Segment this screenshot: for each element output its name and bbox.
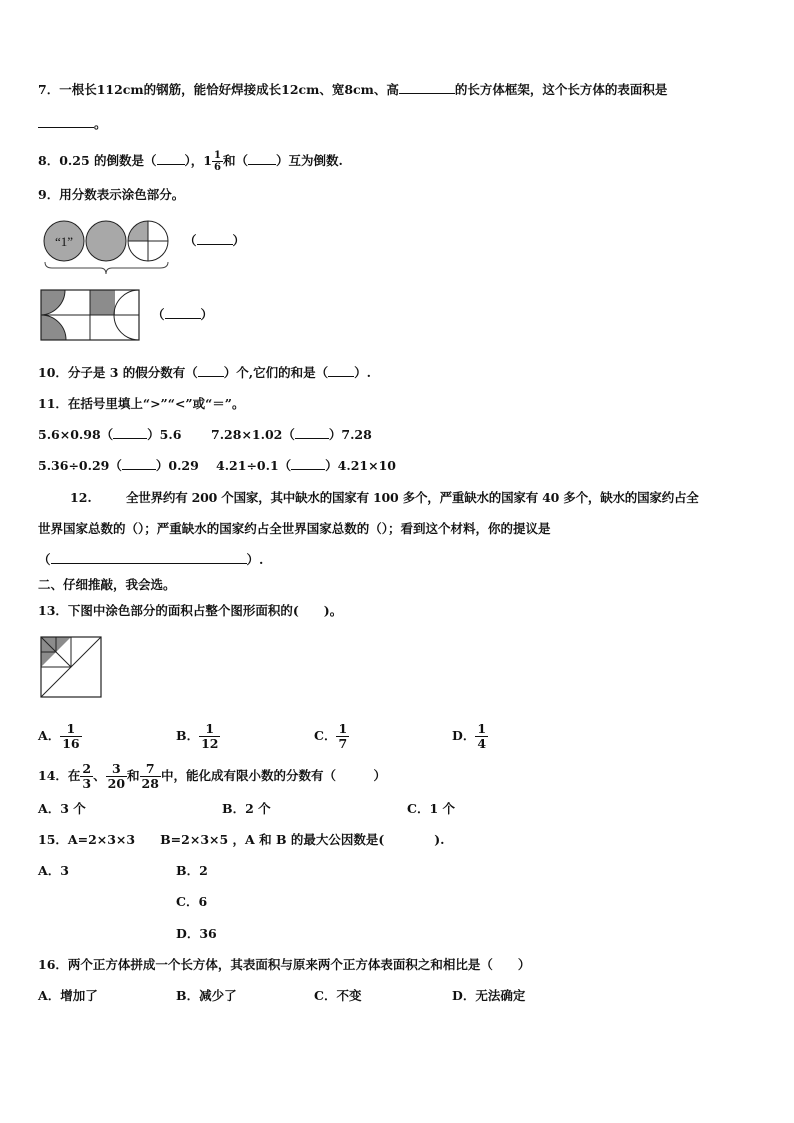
q11-r1b: ）5.6 (147, 427, 182, 442)
q13-a-num: 1 (66, 721, 76, 736)
q13-a-fraction (60, 722, 81, 751)
q9-blank-2[interactable] (165, 306, 201, 319)
q8-blank-2[interactable] (248, 152, 276, 165)
q11-row-2-right (216, 457, 396, 475)
q12-open: （ (38, 552, 51, 567)
q12-number: 12. (70, 490, 92, 505)
q14-fraction-2 (106, 762, 127, 791)
q12-line-1: 全世界约有 200 个国家，其中缺水的国家有 100 多个，严重缺水的国家有 40 多个，缺水的国家约占全 (126, 490, 699, 505)
q14-f2-den: 20 (107, 776, 126, 791)
q8-text-4: ）互为倒数. (275, 153, 343, 168)
q10-text-2: ）个,它们的和是（ (223, 365, 329, 380)
q15-option-c[interactable]: C．6 (176, 894, 208, 909)
q14-f1-den: 3 (82, 776, 92, 791)
q14-text-a: 14．在 (38, 768, 81, 783)
q11-row-1-left (38, 426, 181, 444)
q13-option-d[interactable] (452, 722, 488, 751)
q14-f3-num: 7 (145, 761, 155, 776)
q13-square-figure (40, 636, 104, 700)
q8-mixed-numerator: 1 (213, 150, 221, 161)
q15-option-b[interactable]: B．2 (176, 863, 208, 878)
q14-f3-den: 28 (141, 776, 159, 791)
q11-r2a: 5.36÷0.29（ (38, 458, 122, 473)
q11-blank-2[interactable] (295, 426, 329, 439)
q13-c-fraction (336, 722, 349, 751)
q13-d-num: 1 (477, 721, 487, 736)
q11-r2c: 4.21÷0.1（ (216, 458, 292, 473)
q13-a-den: 16 (62, 736, 80, 751)
question-16: 16．两个正方体拼成一个长方体，其表面积与原来两个正方体表面积之和相比是（ ） (38, 957, 531, 972)
question-13: 13．下图中涂色部分的面积占整个图形面积的( )。 (38, 603, 343, 618)
q10-blank-1[interactable] (198, 364, 224, 377)
q16-option-a[interactable]: A．增加了 (38, 988, 98, 1003)
q11-r1d: ）7.28 (328, 427, 372, 442)
q13-c-den: 7 (338, 736, 348, 751)
question-10 (38, 364, 371, 382)
question-15: 15．A=2×3×3 B=2×3×5 ，A 和 B 的最大公因数是( ). (38, 832, 445, 847)
q13-option-c[interactable] (314, 722, 349, 751)
q10-blank-2[interactable] (328, 364, 354, 377)
question-7-cont (38, 115, 107, 133)
q11-r1c: 7.28×1.02（ (211, 427, 295, 442)
q13-b-fraction (199, 722, 220, 751)
q12-blank-suggestion[interactable] (51, 551, 247, 564)
q14-text-b: 中，能化成有限小数的分数有（ ） (160, 768, 386, 783)
q11-blank-4[interactable] (291, 457, 325, 470)
q9-ans2-close: ） (200, 307, 214, 322)
q8-mixed-fraction (212, 150, 223, 173)
q7-blank-area[interactable] (38, 115, 94, 128)
q11-r2b: ）0.29 (155, 458, 199, 473)
q14-option-b[interactable]: B．2 个 (222, 801, 271, 816)
q9-ans1-close: ） (232, 233, 246, 248)
q13-b-label: B． (176, 728, 200, 743)
q14-option-a[interactable]: A．3 个 (38, 801, 86, 816)
q14-sep-2: 和 (127, 768, 140, 783)
q13-option-a[interactable] (38, 722, 82, 751)
q8-blank-1[interactable] (157, 152, 185, 165)
question-7 (38, 81, 667, 99)
q9-answer-2 (152, 306, 213, 324)
q11-r1a: 5.6×0.98（ (38, 427, 114, 442)
q9-ans1-open: （ (184, 233, 197, 248)
question-11: 11．在括号里填上“>”“<”或“＝”。 (38, 396, 245, 411)
q15-option-a[interactable]: A．3 (38, 863, 69, 878)
q13-d-den: 4 (477, 736, 487, 751)
q13-b-den: 12 (201, 736, 219, 751)
q14-f2-num: 3 (111, 761, 121, 776)
q7-blank-height[interactable] (399, 81, 455, 94)
q9-brace (45, 262, 168, 274)
q13-d-fraction (475, 722, 488, 751)
q11-r2d: ）4.21×10 (325, 458, 396, 473)
q9-circle-2 (86, 221, 126, 261)
q14-sep-1: 、 (93, 768, 106, 783)
q13-d-label: D． (452, 728, 476, 743)
question-14 (38, 762, 386, 791)
q13-c-num: 1 (338, 721, 348, 736)
q7-text-end: 。 (94, 116, 107, 131)
q14-fraction-3 (140, 762, 161, 791)
q16-option-c[interactable]: C．不变 (314, 988, 362, 1003)
q14-f1-num: 2 (82, 761, 92, 776)
q8-text-3: 和（ (222, 153, 248, 168)
q10-text-1: 10．分子是 3 的假分数有（ (38, 365, 198, 380)
q13-b-num: 1 (205, 721, 215, 736)
q9-rectangle-figure (40, 289, 144, 343)
q11-blank-1[interactable] (113, 426, 147, 439)
q8-mixed-denominator: 6 (213, 162, 221, 173)
q7-text-suffix: 的长方体框架，这个长方体的表面积是 (454, 82, 668, 97)
q12-close: ）. (246, 552, 264, 567)
q7-text-prefix: 7．一根长112cm的钢筋，能恰好焊接成长12cm、宽8cm、高 (38, 82, 399, 97)
q9-circle-label: “1” (54, 234, 74, 249)
q13-option-b[interactable] (176, 722, 220, 751)
q8-text-1: 8．0.25 的倒数是（ (38, 153, 157, 168)
q13-a-label: A． (38, 728, 61, 743)
question-8 (38, 150, 343, 173)
q8-text-2: ）， (184, 153, 204, 168)
question-9: 9．用分数表示涂色部分。 (38, 187, 185, 202)
q10-text-3: ）. (354, 365, 372, 380)
q13-c-label: C． (314, 728, 337, 743)
q9-answer-1 (184, 232, 245, 250)
q9-ans2-open: （ (152, 307, 165, 322)
q11-row-2-left (38, 457, 199, 475)
q14-option-c[interactable]: C．1 个 (407, 801, 455, 816)
q11-blank-3[interactable] (122, 457, 156, 470)
q15-option-d[interactable]: D．36 (176, 926, 217, 941)
q8-mixed-whole: 1 (203, 153, 212, 168)
q11-row-1-right (211, 426, 372, 444)
q14-fraction-1 (80, 762, 93, 791)
section-2-title: 二、仔细推敲，我会选。 (38, 577, 176, 592)
q9-blank-1[interactable] (197, 232, 233, 245)
q12-line-2: 世界国家总数的（）；严重缺水的国家约占全世界国家总数的（）；看到这个材料，你的提议是 (38, 521, 551, 536)
q16-option-d[interactable]: D．无法确定 (452, 988, 526, 1003)
q12-line-3 (38, 551, 263, 569)
q16-option-b[interactable]: B．减少了 (176, 988, 237, 1003)
